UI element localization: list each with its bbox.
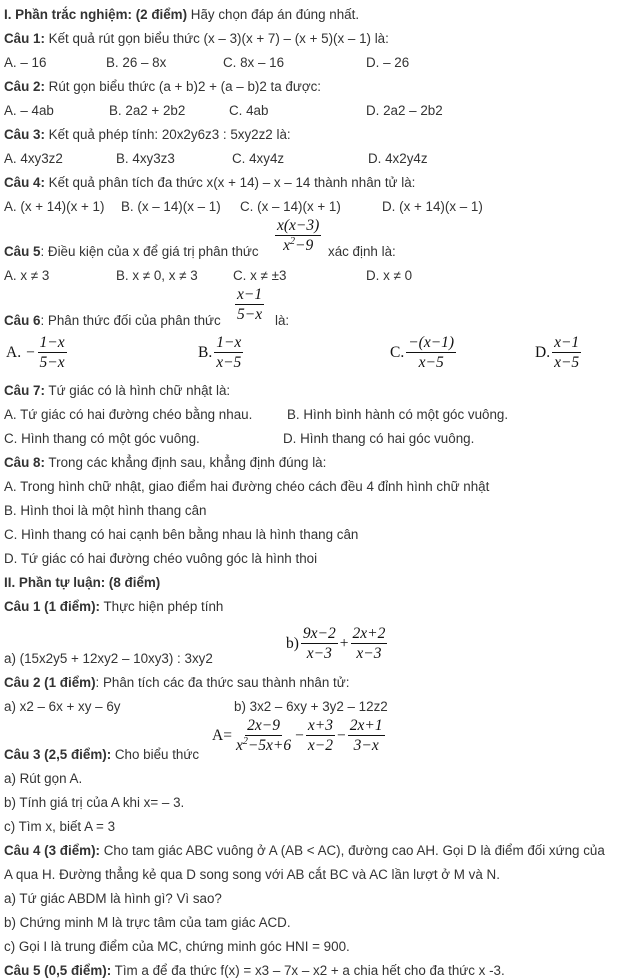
e1-b-numerator-1: 9x−2 [302, 625, 336, 642]
e3-operator-1: − [295, 726, 304, 744]
q1-option-a: A. – 16 [4, 55, 47, 70]
q7-option-c: C. Hình thang có một góc vuông. [4, 431, 200, 446]
e5-label: Câu 5 (0,5 điểm): [4, 963, 112, 978]
q6-option-a-sign: − [25, 343, 36, 361]
e3-den1-base: x [235, 737, 243, 754]
e1-stem [4, 599, 223, 615]
q6-option-d [533, 333, 581, 372]
q5-option-d: D. x ≠ 0 [366, 268, 413, 283]
q5-label: Câu 5 [4, 244, 41, 259]
q6-option-d-denominator: x−5 [554, 354, 580, 371]
q8-text: Trong các khẳng định sau, khẳng định đúng là: [48, 455, 327, 470]
q5-option-b: B. x ≠ 0, x ≠ 3 [116, 268, 198, 283]
e5-text: Tìm a để đa thức f(x) = x3 – 7x – x2 + a chia hết cho đa thức x -3. [114, 963, 505, 978]
q4-option-d: D. (x + 14)(x – 1) [382, 199, 483, 214]
e4-part-b: b) Chứng minh M là trực tâm của tam giác ACD. [4, 915, 291, 930]
q4-option-c: C. (x – 14)(x + 1) [240, 199, 341, 214]
q6-option-c-label: C. [390, 343, 405, 361]
q2-stem [4, 79, 321, 95]
q6-option-c-denominator: x−5 [418, 354, 444, 371]
e3-expression [210, 716, 385, 755]
e2-part-b: b) 3x2 – 6xy + 3y2 – 12z2 [234, 699, 388, 714]
q4-option-b: B. (x – 14)(x – 1) [121, 199, 221, 214]
e2-part-a: a) x2 – 6x + xy – 6y [4, 699, 121, 714]
q8-label: Câu 8: [4, 455, 45, 470]
q7-label: Câu 7: [4, 383, 45, 398]
e3-operator-2: − [336, 726, 346, 744]
q2-option-c: C. 4ab [229, 103, 269, 118]
q1-stem [4, 31, 389, 47]
e1-part-a: a) (15x2y5 + 12xy2 – 10xy3) : 3xy2 [4, 651, 213, 666]
q2-text: Rút gọn biểu thức (a + b)2 + (a – b)2 ta được: [48, 79, 322, 94]
e3-expression-lhs: A= [212, 726, 232, 744]
q6-option-b [196, 333, 243, 372]
q3-stem [4, 127, 291, 143]
q6-option-c-numerator: −(x−1) [408, 334, 455, 351]
e4-stem-continued: A qua H. Đường thẳng kẻ qua D song song với AB cắt BC và AC lần lượt ở M và N. [4, 867, 500, 882]
q2-option-d: D. 2a2 – 2b2 [366, 103, 443, 118]
e1-part-b [284, 624, 387, 663]
e1-label: Câu 1 (1 điểm): [4, 599, 100, 614]
q7-option-b: B. Hình bình hành có một góc vuông. [287, 407, 509, 422]
e4-part-c: c) Gọi I là trung điểm của MC, chứng minh góc HNI = 900. [4, 939, 350, 954]
e3-part-a: a) Rút gọn A. [4, 771, 83, 786]
q5-option-a: A. x ≠ 3 [4, 268, 50, 283]
e4-stem [4, 843, 605, 859]
q3-option-b: B. 4xy3z3 [116, 151, 175, 166]
q6-fraction [235, 285, 264, 324]
e2-text: : Phân tích các đa thức sau thành nhân tử: [95, 675, 350, 690]
e3-text: Cho biểu thức [114, 747, 200, 762]
q6-option-d-label: D. [535, 343, 551, 361]
e3-numerator-2: x+3 [307, 717, 333, 734]
e3-part-b: b) Tính giá trị của A khi x= – 3. [4, 795, 185, 810]
q5-den-base: x [283, 237, 290, 254]
part2-title: II. Phần tự luận: (8 điểm) [4, 575, 161, 590]
q6-option-a-numerator: 1−x [39, 334, 65, 351]
q1-option-b: B. 26 – 8x [106, 55, 167, 70]
q5-text-after: xác định là: [328, 244, 396, 259]
q6-option-c [388, 333, 456, 372]
q1-label: Câu 1: [4, 31, 45, 46]
q8-option-d: D. Tứ giác có hai đường chéo vuông góc là hình thoi [4, 551, 318, 566]
q2-label: Câu 2: [4, 79, 45, 94]
q4-text: Kết quả phân tích đa thức x(x + 14) – x – 14 thành nhân tử là: [48, 175, 416, 190]
q6-option-a-denominator: 5−x [39, 354, 65, 371]
q7-option-a: A. Tứ giác có hai đường chéo bằng nhau. [4, 407, 253, 422]
q1-option-c: C. 8x – 16 [223, 55, 285, 70]
part1-instruction: Hãy chọn đáp án đúng nhất. [190, 7, 360, 22]
e3-den1-rest: −5x+6 [247, 737, 292, 754]
q6-option-a-label: A. [6, 343, 22, 361]
e3-stem [4, 747, 199, 763]
q5-fraction-numerator: x(x−3) [277, 217, 320, 234]
q2-option-a: A. – 4ab [4, 103, 54, 118]
e4-text: Cho tam giác ABC vuông ở A (AB < AC), đường cao AH. Gọi D là điểm đối xứng của [103, 843, 605, 858]
e1-b-denominator-1: x−3 [306, 645, 332, 662]
q6-option-a [4, 333, 67, 372]
q6-fraction-denominator: 5−x [237, 306, 263, 323]
q5-den-exponent: 2 [289, 235, 295, 247]
e3-den1-exponent: 2 [242, 735, 248, 747]
q4-label: Câu 4: [4, 175, 45, 190]
q6-option-b-denominator: x−5 [216, 354, 242, 371]
q3-option-a: A. 4xy3z2 [4, 151, 63, 166]
q4-stem [4, 175, 415, 191]
part2-heading [4, 575, 160, 591]
q2-option-b: B. 2a2 + 2b2 [109, 103, 186, 118]
q6-stem [4, 313, 221, 329]
e3-part-c: c) Tìm x, biết A = 3 [4, 819, 116, 834]
q6-fraction-numerator: x−1 [237, 286, 263, 303]
q5-option-c: C. x ≠ ±3 [233, 268, 287, 283]
q1-option-d: D. – 26 [366, 55, 410, 70]
e1-b-numerator-2: 2x+2 [352, 625, 386, 642]
q6-option-d-numerator: x−1 [554, 334, 580, 351]
q6-label: Câu 6 [4, 313, 41, 328]
e1-text: Thực hiện phép tính [103, 599, 224, 614]
e3-label: Câu 3 (2,5 điểm): [4, 747, 112, 762]
q5-fraction [275, 216, 321, 255]
e3-numerator-3: 2x+1 [349, 717, 383, 734]
q3-text: Kết quả phép tính: 20x2y6z3 : 5xy2z2 là: [48, 127, 291, 142]
e1-b-denominator-2: x−3 [356, 645, 382, 662]
q8-stem [4, 455, 326, 471]
q5-den-rest: −9 [294, 237, 314, 254]
q3-option-c: C. 4xy4z [232, 151, 285, 166]
e3-denominator-1 [234, 736, 293, 755]
e1-part-b-label: b) [286, 634, 299, 652]
q8-option-b: B. Hình thoi là một hình thang cân [4, 503, 207, 518]
e3-numerator-1: 2x−9 [247, 717, 280, 734]
q7-text: Tứ giác có là hình chữ nhật là: [48, 383, 231, 398]
q8-option-a: A. Trong hình chữ nhật, giao điểm hai đường chéo cách đều 4 đỉnh hình chữ nhật [4, 479, 490, 494]
q5-fraction-denominator [281, 236, 315, 255]
e2-stem [4, 675, 349, 691]
e1-b-operator: + [339, 634, 349, 652]
q4-option-a: A. (x + 14)(x + 1) [4, 199, 105, 214]
e5-stem [4, 963, 505, 979]
e4-label: Câu 4 (3 điểm): [4, 843, 100, 858]
part1-heading [4, 7, 359, 23]
q8-option-c: C. Hình thang có hai cạnh bên bằng nhau là hình thang cân [4, 527, 359, 542]
e2-label: Câu 2 (1 điểm) [4, 675, 96, 690]
q7-option-d: D. Hình thang có hai góc vuông. [283, 431, 475, 446]
q5-stem [4, 244, 259, 260]
q3-option-d: D. 4x2y4z [368, 151, 428, 166]
part1-title: I. Phần trắc nghiệm: (2 điểm) [4, 7, 188, 22]
q1-text: Kết quả rút gọn biểu thức (x – 3)(x + 7) – (x + 5)(x – 1) là: [48, 31, 389, 46]
q6-option-b-numerator: 1−x [216, 334, 242, 351]
q7-stem [4, 383, 230, 399]
q5-text-before: : Điều kiện của x để giá trị phân thức [40, 244, 259, 259]
q3-label: Câu 3: [4, 127, 45, 142]
e3-denominator-3: 3−x [353, 737, 379, 754]
e3-denominator-2: x−2 [307, 737, 333, 754]
q6-text-before: : Phân thức đối của phân thức [40, 313, 221, 328]
e4-part-a: a) Tứ giác ABDM là hình gì? Vì sao? [4, 891, 222, 906]
q6-text-after: là: [275, 313, 290, 328]
q6-option-b-label: B. [198, 343, 213, 361]
